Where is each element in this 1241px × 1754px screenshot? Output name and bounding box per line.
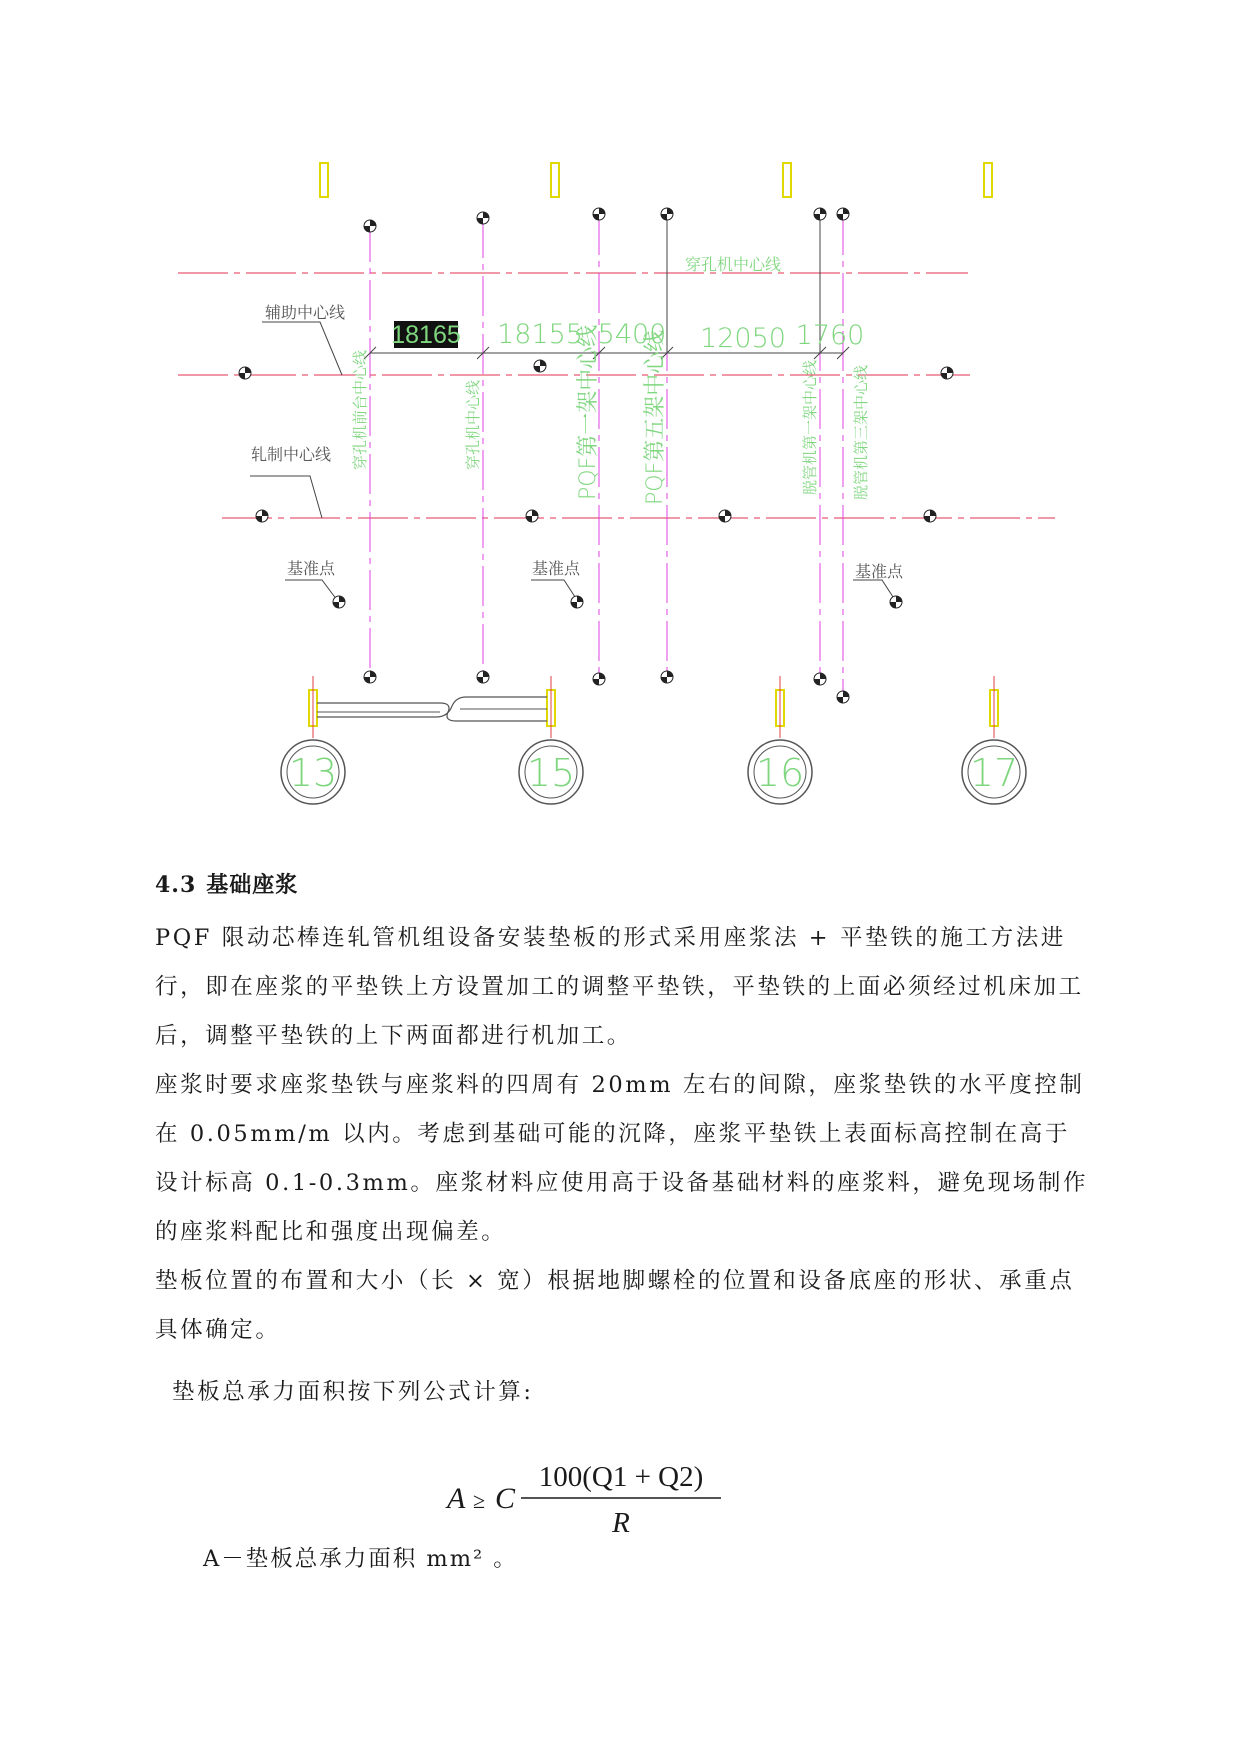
grid-bubbles: [281, 740, 1026, 804]
vlabel-6: 脱管机第三架中心线: [852, 364, 870, 500]
paragraph-2: 座浆时要求座浆垫铁与座浆料的四周有 20mm 左右的间隙，座浆垫铁的水平度控制在 0.05mm/m 以内。考虑到基础可能的沉降，座浆平垫铁上表面标高控制在高于设计标高 0.1-0.3mm。座浆材料应使用高于设备基础材料的座浆料，避免现场制作的座浆料配比和强度出现偏差。: [155, 1072, 1089, 1245]
bearing-area-formula: [445, 1450, 725, 1540]
paragraph-3: 垫板位置的布置和大小（长 × 宽）根据地脚螺栓的位置和设备底座的形状、承重点具体确定。: [155, 1268, 1075, 1343]
grid-number-17: 17: [969, 751, 1019, 795]
aux-centerline-label: 辅助中心线: [265, 303, 346, 322]
dim-label-3: 5400: [597, 319, 667, 350]
datum-point-label-3: 基准点: [855, 562, 904, 581]
paragraph-4: 垫板总承力面积按下列公式计算:: [172, 1379, 534, 1405]
dimension-labels: [391, 319, 864, 354]
column-markers-top: [320, 163, 992, 197]
grid-number-13: 13: [288, 751, 338, 795]
section-heading: [155, 868, 298, 899]
vlabel-4: PQF第五架中心线: [643, 329, 668, 505]
definition-line: A－垫板总承力面积 mm² 。: [203, 1546, 518, 1572]
dim-label-2: 18155: [497, 319, 583, 350]
section-number: 4.3: [155, 872, 197, 898]
vertical-centerline-labels: [351, 325, 870, 505]
column-axis-bottom: [309, 676, 998, 738]
dim-label-5: 1760: [795, 320, 865, 351]
vlabel-2: 穿孔机中心线: [464, 379, 482, 470]
dim-label-4: 12050: [700, 323, 786, 354]
formula-coefficient: C: [495, 1482, 516, 1515]
datum-point-label-1: 基准点: [287, 559, 336, 578]
vlabel-5: 脱管机第一架中心线: [801, 359, 819, 495]
section-title: 基础座浆: [206, 872, 299, 898]
main-mill-centerline-label: 穿孔机中心线: [685, 255, 782, 274]
grid-number-15: 15: [526, 751, 576, 795]
vlabel-3: PQF第一架中心线: [576, 324, 601, 500]
vlabel-1: 穿孔机前台中心线: [351, 349, 369, 470]
formula-relation: ≥: [473, 1488, 486, 1513]
grid-number-16: 16: [755, 751, 805, 795]
rolling-centerline-label: 轧制中心线: [251, 445, 332, 464]
vertical-centerlines: [370, 215, 843, 695]
formula-numerator: 100(Q1 + Q2): [538, 1461, 704, 1493]
datum-point-label-2: 基准点: [532, 559, 581, 578]
paragraph-1: PQF 限动芯棒连轧管机组设备安装垫板的形式采用座浆法 + 平垫铁的施工方法进行，即在座浆的平垫铁上方设置加工的调整平垫铁，平垫铁的上面必须经过机床加工后，调整平垫铁的上下两面都进行机加工。: [155, 925, 1084, 1049]
formula-lhs: A: [447, 1482, 466, 1515]
survey-layout-drawing: [0, 0, 1241, 830]
formula-denominator: R: [612, 1507, 630, 1539]
dim-label-1: 18165: [391, 321, 461, 349]
